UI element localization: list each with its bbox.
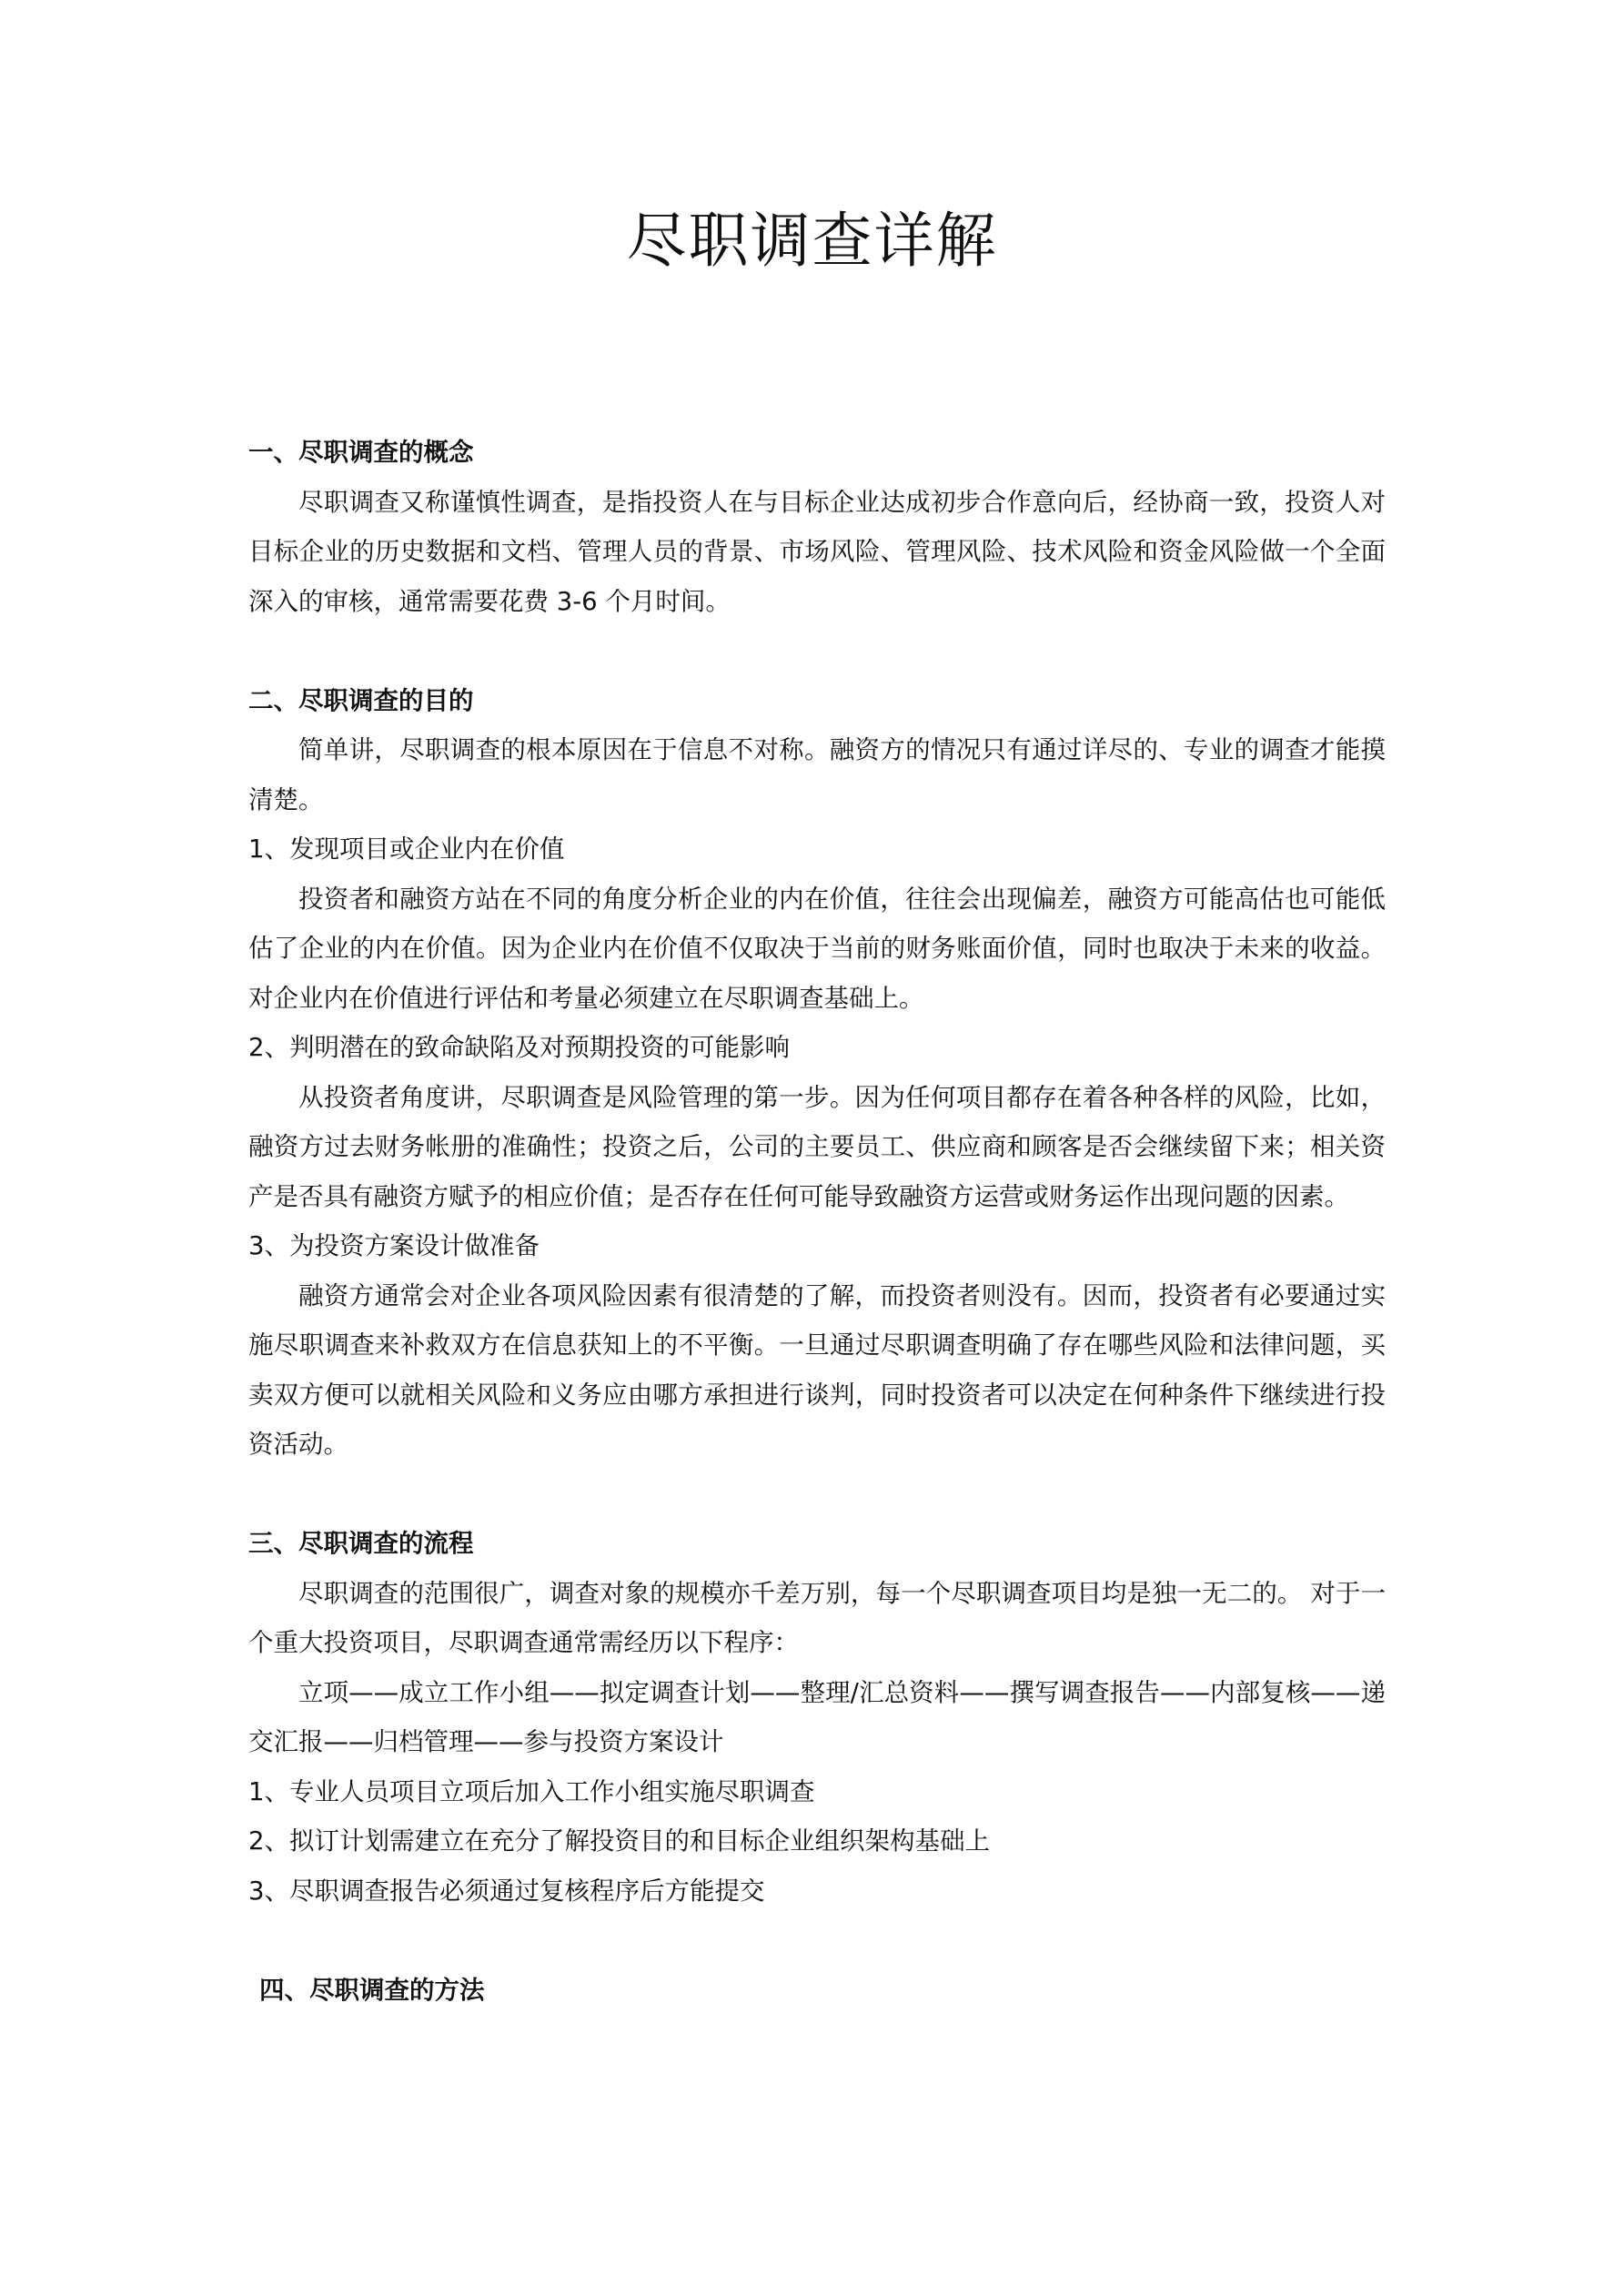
paragraph: 尽职调查的范围很广，调查对象的规模亦千差万别，每一个尽职调查项目均是独一无二的。 对于一个重大投资项目，尽职调查通常需经历以下程序： xyxy=(248,1578,1386,1657)
section-heading-methods: 四、尽职调查的方法 xyxy=(259,1975,485,2005)
list-item: 3、尽职调查报告必须通过复核程序后方能提交 xyxy=(248,1876,765,1906)
process-flow: 立项——成立工作小组——拟定调查计划——整理/汇总资料——撰写调查报告——内部复核——递交汇报——归档管理——参与投资方案设计 xyxy=(248,1677,1386,1756)
section-spacer xyxy=(248,1470,1386,1520)
paragraph: 融资方通常会对企业各项风险因素有很清楚的了解，而投资者则没有。因而，投资者有必要通过实施尽职调查来补救双方在信息获知上的不平衡。一旦通过尽职调查明确了存在哪些风险和法律问题，买卖双方便可以就相关风险和义务应由哪方承担进行谈判，同时投资者可以决定在何种条件下继续进行投资活动。 xyxy=(248,1280,1386,1459)
document-title: 尽职调查详解 xyxy=(626,206,998,276)
paragraph: 尽职调查又称谨慎性调查，是指投资人在与目标企业达成初步合作意向后，经协商一致，投资人对目标企业的历史数据和文档、管理人员的背景、市场风险、管理风险、技术风险和资金风险做一个全面深入的审核，通常需要花费 3-6 个月时间。 xyxy=(248,487,1386,616)
section-spacer xyxy=(248,1916,1386,1966)
paragraph: 简单讲，尽职调查的根本原因在于信息不对称。融资方的情况只有通过详尽的、专业的调查才能摸清楚。 xyxy=(248,735,1386,814)
list-item: 1、专业人员项目立项后加入工作小组实施尽职调查 xyxy=(248,1776,815,1806)
list-item-label: 3、为投资方案设计做准备 xyxy=(248,1231,540,1260)
section-heading-concept: 一、尽职调查的概念 xyxy=(248,438,474,467)
section-spacer xyxy=(248,626,1386,676)
section-heading-process: 三、尽职调查的流程 xyxy=(248,1529,474,1558)
document-body xyxy=(248,428,1386,2015)
paragraph: 从投资者角度讲，尽职调查是风险管理的第一步。因为任何项目都存在着各种各样的风险，比如，融资方过去财务帐册的准确性；投资之后，公司的主要员工、供应商和顾客是否会继续留下来；相关资产是否具有融资方赋予的相应价值；是否存在任何可能导致融资方运营或财务运作出现问题的因素。 xyxy=(248,1082,1386,1211)
list-item-label: 1、发现项目或企业内在价值 xyxy=(248,834,565,864)
section-heading-purpose: 二、尽职调查的目的 xyxy=(248,685,474,715)
list-item: 2、拟订计划需建立在充分了解投资目的和目标企业组织架构基础上 xyxy=(248,1826,990,1856)
paragraph: 投资者和融资方站在不同的角度分析企业的内在价值，往往会出现偏差，融资方可能高估也可能低估了企业的内在价值。因为企业内在价值不仅取决于当前的财务账面价值，同时也取决于未来的收益。对企业内在价值进行评估和考量必须建立在尽职调查基础上。 xyxy=(248,884,1386,1013)
list-item-label: 2、判明潜在的致命缺陷及对预期投资的可能影响 xyxy=(248,1033,790,1062)
